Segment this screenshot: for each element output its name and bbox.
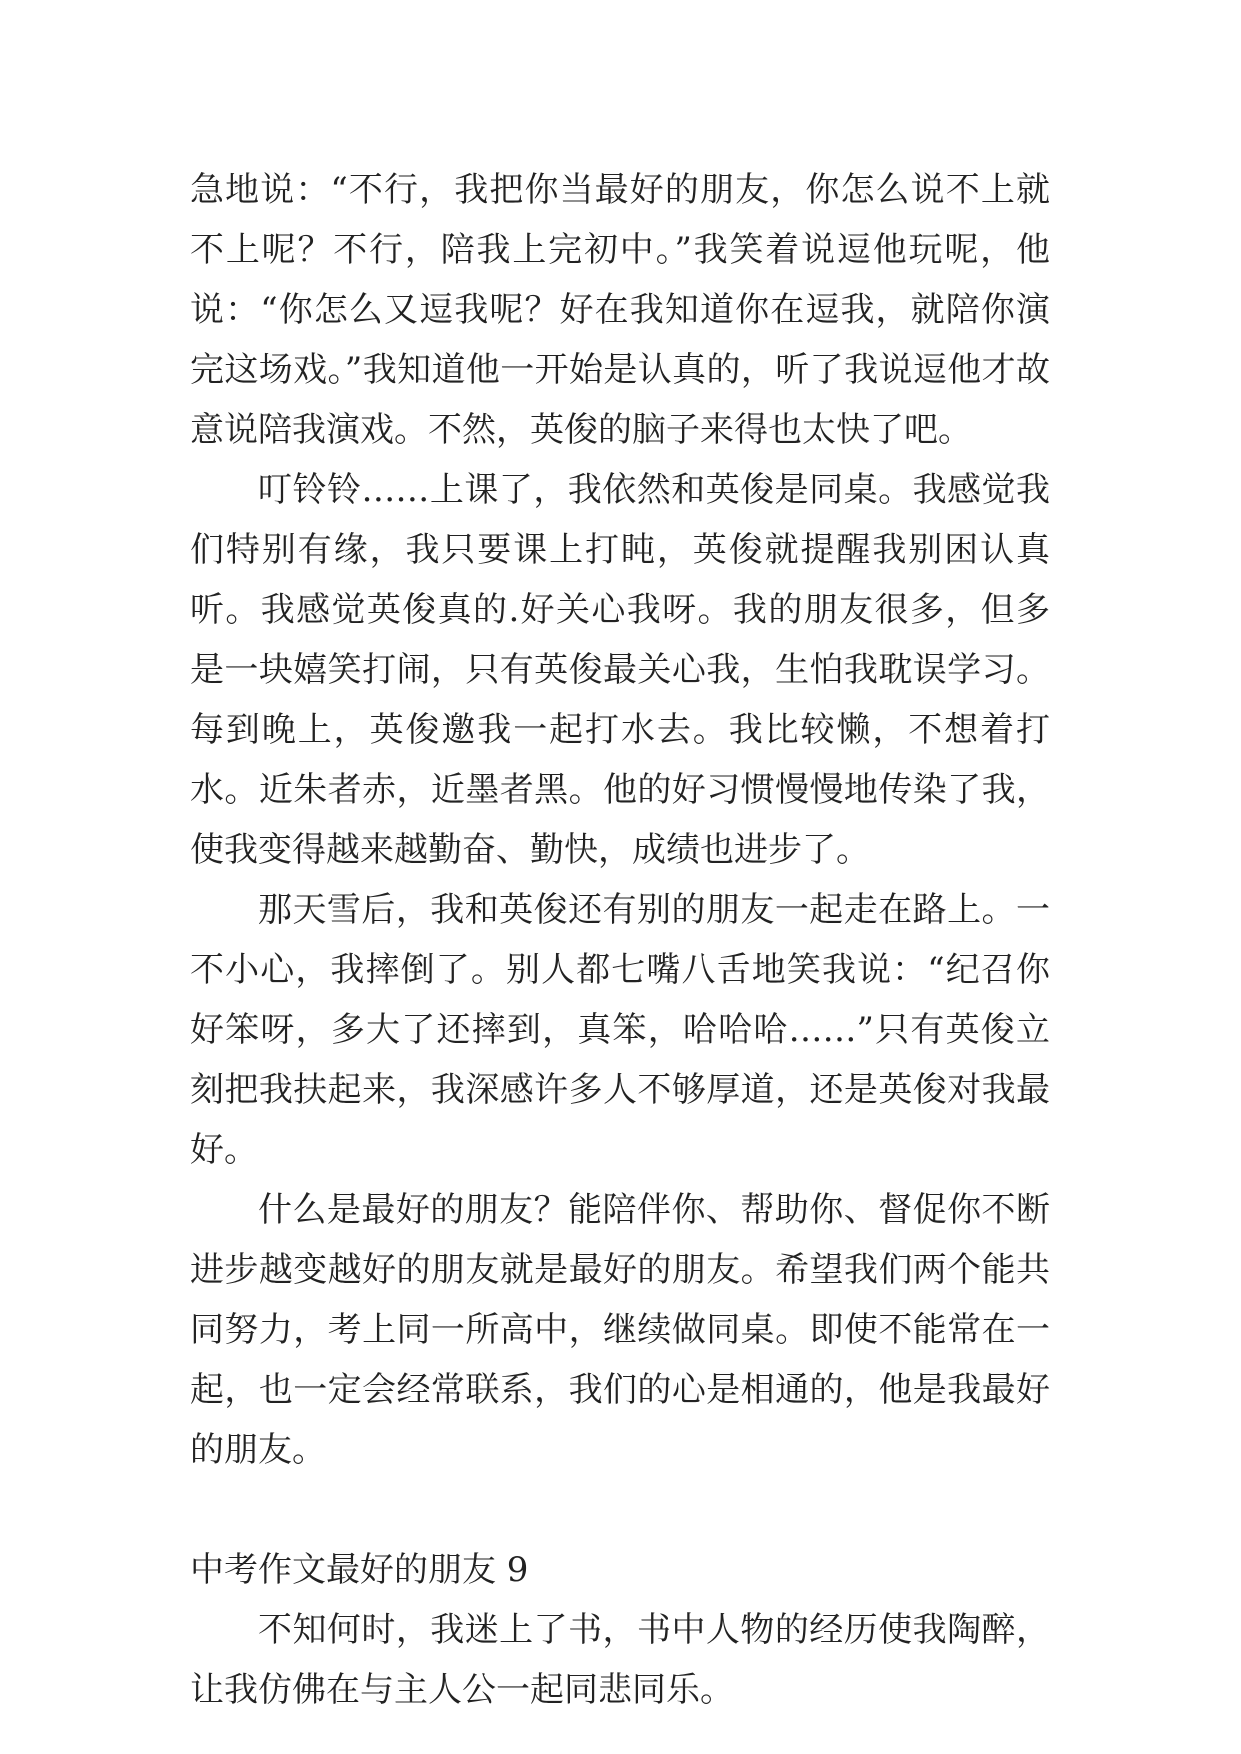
- paragraph: 什么是最好的朋友？能陪伴你、帮助你、督促你不断进步越变越好的朋友就是最好的朋友。希望我们两个能共同努力，考上同一所高中，继续做同桌。即使不能常在一起，也一定会经常联系，我们的心是相通的，他是我最好的朋友。: [190, 1190, 1050, 1470]
- section-title: 中考作文最好的朋友 9: [190, 1550, 529, 1590]
- document-page: [190, 160, 1050, 1720]
- paragraph: 急地说：“不行，我把你当最好的朋友，你怎么说不上就不上呢？不行，陪我上完初中。”我笑着说逗他玩呢，他说：“你怎么又逗我呢？好在我知道你在逗我，就陪你演完这场戏。”我知道他一开始是认真的，听了我说逗他才故意说陪我演戏。不然，英俊的脑子来得也太快了吧。: [190, 170, 1050, 450]
- paragraph: 那天雪后，我和英俊还有别的朋友一起走在路上。一不小心，我摔倒了。别人都七嘴八舌地笑我说：“纪召你好笨呀，多大了还摔到，真笨，哈哈哈……”只有英俊立刻把我扶起来，我深感许多人不够厚道，还是英俊对我最好。: [190, 890, 1050, 1170]
- paragraph: 叮铃铃……上课了，我依然和英俊是同桌。我感觉我们特别有缘，我只要课上打盹，英俊就提醒我别困认真听。我感觉英俊真的.好关心我呀。我的朋友很多，但多是一块嬉笑打闹，只有英俊最关心我，生怕我耽误学习。每到晚上，英俊邀我一起打水去。我比较懒，不想着打水。近朱者赤，近墨者黑。他的好习惯慢慢地传染了我，使我变得越来越勤奋、勤快，成绩也进步了。: [190, 470, 1050, 870]
- paragraph: 不知何时，我迷上了书，书中人物的经历使我陶醉，让我仿佛在与主人公一起同悲同乐。: [190, 1610, 1050, 1710]
